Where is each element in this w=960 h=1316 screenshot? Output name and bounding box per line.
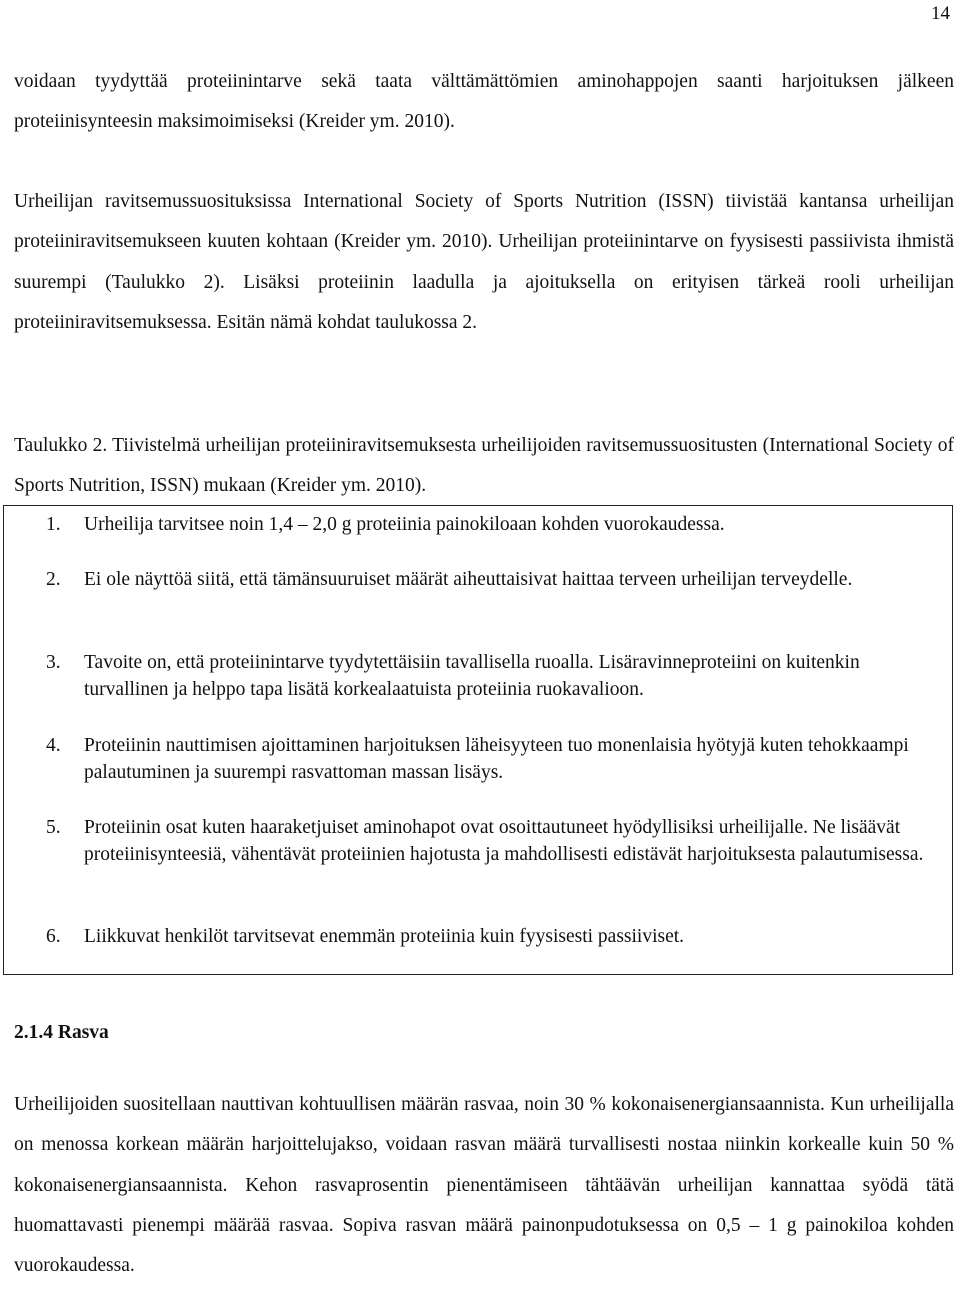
- section-heading: 2.1.4 Rasva: [14, 1022, 109, 1043]
- summary-item: [46, 733, 926, 786]
- summary-item-number: 4.: [46, 735, 61, 756]
- summary-item-number: 2.: [46, 569, 61, 590]
- summary-item-number: 3.: [46, 652, 61, 673]
- table-caption: Taulukko 2. Tiivistelmä urheilijan proteiiniravitsemuksesta urheilijoiden ravitsemussuositusten (International Society of Sports Nutrition, ISSN) mukaan (Kreider ym. 2010).: [14, 435, 954, 497]
- summary-item-number: 5.: [46, 817, 61, 838]
- summary-item-text: Proteiinin osat kuten haaraketjuiset aminohapot ovat osoittautuneet hyödyllisiksi urheilijalle. Ne lisäävät proteiinisynteesiä, vähentävät proteiinien hajotusta ja mahdollisesti edistävät harjoituksesta palautumisessa.: [84, 817, 924, 865]
- summary-item-text: Liikkuvat henkilöt tarvitsevat enemmän proteiinia kuin fyysisesti passiiviset.: [84, 926, 685, 947]
- page-number: 14: [931, 3, 950, 24]
- summary-item-number: 1.: [46, 514, 61, 535]
- summary-item: [46, 567, 926, 594]
- paragraph-1: voidaan tyydyttää proteiinintarve sekä taata välttämättömien aminohappojen saanti harjoituksen jälkeen proteiinisynteesin maksimoimiseksi (Kreider ym. 2010).: [14, 71, 954, 133]
- paragraph-2: Urheilijan ravitsemussuosituksissa International Society of Sports Nutrition (ISSN) tiivistää kantansa urheilijan proteiiniravitsemukseen kuuten kohtaan (Kreider ym. 2010). Urheilijan proteiinintarve on fyysisesti passiivista ihmistä suurempi (Taulukko 2). Lisäksi proteiinin laadulla ja ajoituksella on erityisen tärkeä rooli urheilijan proteiiniravitsemuksessa. Esitän nämä kohdat taulukossa 2.: [14, 191, 954, 333]
- summary-item-text: Proteiinin nauttimisen ajoittaminen harjoituksen läheisyyteen tuo monenlaisia hyötyjä kuten tehokkaampi palautuminen ja suurempi rasvattoman massan lisäys.: [84, 735, 909, 783]
- summary-item: [46, 815, 926, 868]
- summary-item-text: Tavoite on, että proteiinintarve tyydytettäisiin tavallisella ruoalla. Lisäravinneproteiini on kuitenkin turvallinen ja helppo tapa lisätä korkealaatuista proteiinia ruokavalioon.: [84, 652, 860, 700]
- summary-item: [46, 650, 926, 703]
- summary-item-text: Ei ole näyttöä siitä, että tämänsuuruiset määrät aiheuttaisivat haittaa terveen urheilijan terveydelle.: [84, 569, 853, 590]
- summary-item-number: 6.: [46, 926, 61, 947]
- summary-item: [46, 512, 926, 539]
- summary-item-text: Urheilija tarvitsee noin 1,4 – 2,0 g proteiinia painokiloaan kohden vuorokaudessa.: [84, 514, 725, 535]
- summary-item: [46, 924, 926, 951]
- paragraph-3: Urheilijoiden suositellaan nauttivan kohtuullisen määrän rasvaa, noin 30 % kokonaisenergiansaannista. Kun urheilijalla on menossa korkean määrän harjoittelujakso, voidaan rasvan määrä turvallisesti nostaa niinkin korkealle kuin 50 % kokonaisenergiansaannista. Kehon rasvaprosentin pienentämiseen tähtäävän urheilijan kannattaa syödä tätä huomattavasti pienempi määrää rasvaa. Sopiva rasvan määrä painonpudotuksessa on 0,5 – 1 g painokiloa kohden vuorokaudessa.: [14, 1094, 954, 1277]
